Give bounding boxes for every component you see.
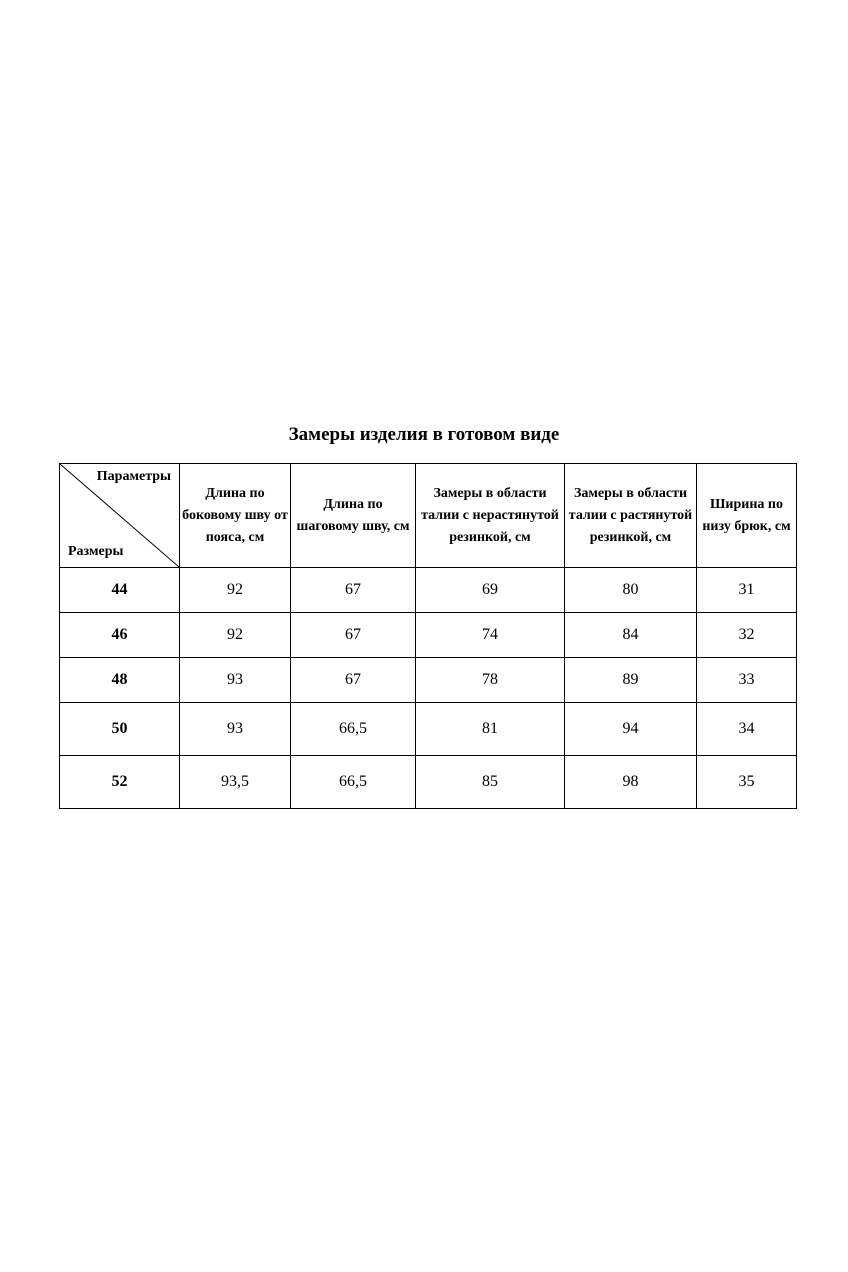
size-cell: 50 xyxy=(60,703,180,756)
table-row xyxy=(60,613,797,658)
corner-header-cell xyxy=(60,464,180,568)
header-row xyxy=(60,464,797,568)
value-cell: 66,5 xyxy=(291,703,416,756)
table-row xyxy=(60,568,797,613)
page-title: Замеры изделия в готовом виде xyxy=(288,424,560,445)
value-cell: 31 xyxy=(697,568,797,613)
size-cell: 52 xyxy=(60,756,180,809)
value-cell: 80 xyxy=(565,568,697,613)
table-row xyxy=(60,703,797,756)
header-side-seam-length: Длина по боковому шву от пояса, см xyxy=(180,464,291,568)
value-cell: 67 xyxy=(291,613,416,658)
value-cell: 93 xyxy=(180,703,291,756)
value-cell: 85 xyxy=(416,756,565,809)
value-cell: 34 xyxy=(697,703,797,756)
size-cell: 48 xyxy=(60,658,180,703)
value-cell: 92 xyxy=(180,568,291,613)
value-cell: 84 xyxy=(565,613,697,658)
value-cell: 32 xyxy=(697,613,797,658)
value-cell: 94 xyxy=(565,703,697,756)
value-cell: 35 xyxy=(697,756,797,809)
value-cell: 74 xyxy=(416,613,565,658)
corner-label-sizes: Размеры xyxy=(68,544,124,559)
header-waist-unstretched: Замеры в области талии с нерастянутой резинкой, см xyxy=(416,464,565,568)
header-hem-width: Ширина по низу брюк, см xyxy=(697,464,797,568)
measurements-table xyxy=(59,463,797,809)
header-waist-stretched: Замеры в области талии с растянутой резинкой, см xyxy=(565,464,697,568)
value-cell: 66,5 xyxy=(291,756,416,809)
size-cell: 44 xyxy=(60,568,180,613)
value-cell: 81 xyxy=(416,703,565,756)
value-cell: 67 xyxy=(291,568,416,613)
value-cell: 89 xyxy=(565,658,697,703)
corner-label-parameters: Параметры xyxy=(96,469,171,484)
value-cell: 67 xyxy=(291,658,416,703)
value-cell: 93,5 xyxy=(180,756,291,809)
value-cell: 33 xyxy=(697,658,797,703)
table-row xyxy=(60,756,797,809)
size-cell: 46 xyxy=(60,613,180,658)
header-inseam-length: Длина по шаговому шву, см xyxy=(291,464,416,568)
table-row xyxy=(60,658,797,703)
value-cell: 69 xyxy=(416,568,565,613)
value-cell: 92 xyxy=(180,613,291,658)
value-cell: 98 xyxy=(565,756,697,809)
value-cell: 78 xyxy=(416,658,565,703)
value-cell: 93 xyxy=(180,658,291,703)
